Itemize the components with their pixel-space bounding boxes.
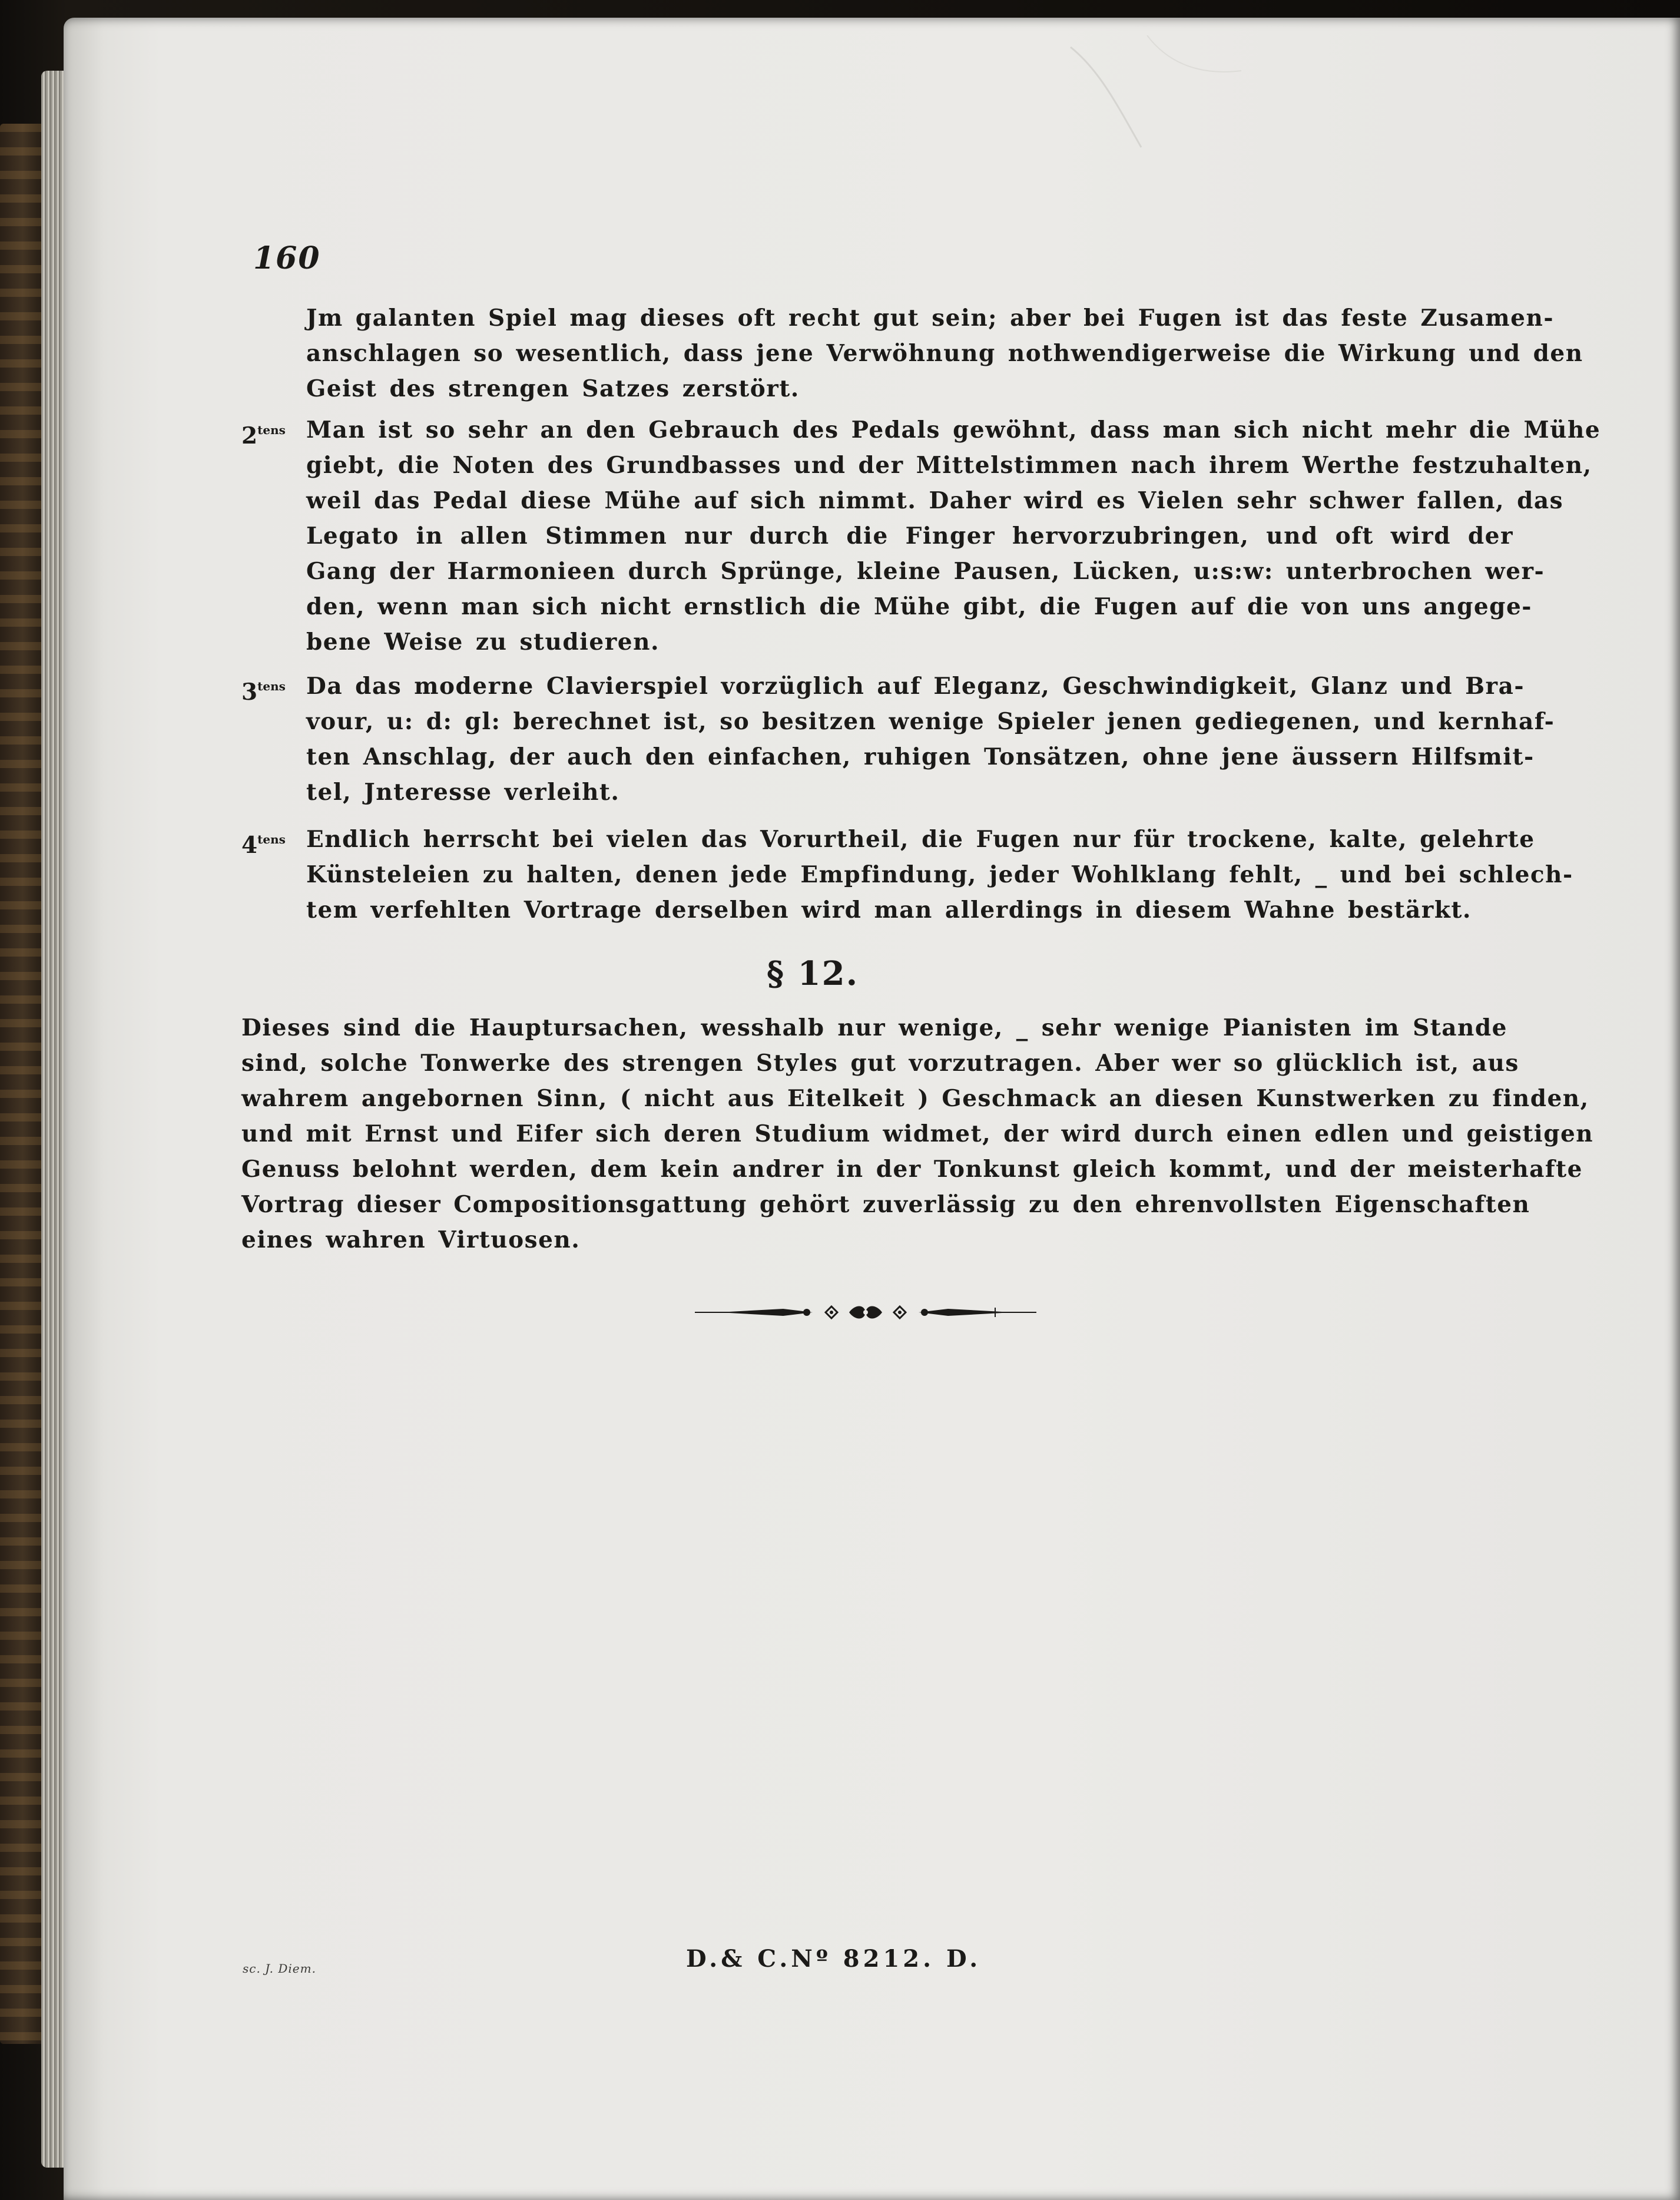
list-item: [241, 669, 1555, 810]
text-line: anschlagen so wesentlich, dass jene Verwöhnung nothwendigerweise die Wirkung und den: [306, 340, 1583, 367]
item-number: $2^{tens}$: [241, 422, 286, 449]
text-line: ten Anschlag, der auch den einfachen, ruhigen Tonsätzen, ohne jene äussern Hilfsmit-: [306, 743, 1535, 770]
text-line: und mit Ernst und Eifer sich deren Studium widmet, der wird durch einen edlen und geistigen: [241, 1120, 1594, 1147]
text-line: bene Weise zu studieren.: [306, 628, 660, 656]
list-item: [241, 822, 1573, 928]
text-line: Vortrag dieser Compositionsgattung gehört zuverlässig zu den ehrenvollsten Eigenschaften: [241, 1191, 1530, 1218]
text-line: giebt, die Noten des Grundbasses und der Mittelstimmen nach ihrem Werthe festzuhalten,: [306, 452, 1592, 479]
list-item: [241, 412, 1601, 660]
text-line: Jm galanten Spiel mag dieses oft recht gut sein; aber bei Fugen ist das feste Zusamen-: [306, 305, 1555, 332]
item-number: $3^{tens}$: [241, 679, 286, 706]
text-line: tel, Jnteresse verleiht.: [306, 779, 620, 806]
section-paragraph: [241, 1010, 1594, 1258]
text-line: vour, u: d: gl: berechnet ist, so besitzen wenige Spieler jenen gediegenen, und kernhaf-: [306, 708, 1555, 735]
text-line: Legato in allen Stimmen nur durch die Finger hervorzubringen, und oft wird der: [306, 522, 1513, 550]
text-line: Dieses sind die Hauptursachen, wesshalb nur wenige, _ sehr wenige Pianisten im Stande: [241, 1014, 1507, 1041]
continuation-paragraph: [241, 300, 1583, 406]
ornament-divider: [695, 1301, 1036, 1324]
item-number: $4^{tens}$: [241, 832, 286, 859]
text-line: wahrem angebornen Sinn, ( nicht aus Eitelkeit ) Geschmack an diesen Kunstwerken zu finden,: [241, 1085, 1589, 1112]
text-line: Geist des strengen Satzes zerstört.: [306, 375, 800, 402]
text-line: Endlich herrscht bei vielen das Vorurtheil, die Fugen nur für trockene, kalte, gelehrte: [306, 826, 1535, 853]
text-line: Da das moderne Clavierspiel vorzüglich auf Eleganz, Geschwindigkeit, Glanz und Bra-: [306, 673, 1525, 700]
section-heading: § 12.: [766, 954, 859, 993]
text-line: Gang der Harmonieen durch Sprünge, kleine Pausen, Lücken, u:s:w: unterbrochen wer-: [306, 558, 1545, 585]
plate-number: D.& C.Nº 8212. D.: [686, 1945, 982, 1973]
text-line: eines wahren Virtuosen.: [241, 1226, 581, 1253]
text-line: Man ist so sehr an den Gebrauch des Pedals gewöhnt, dass man sich nicht mehr die Mühe: [306, 416, 1601, 444]
text-line: weil das Pedal diese Mühe auf sich nimmt. Daher wird es Vielen sehr schwer fallen, das: [306, 487, 1564, 514]
text-line: Künsteleien zu halten, denen jede Empfindung, jeder Wohlklang fehlt, _ und bei schlech-: [306, 861, 1573, 888]
text-line: tem verfehlten Vortrage derselben wird man allerdings in diesem Wahne bestärkt.: [306, 896, 1472, 924]
text-line: den, wenn man sich nicht ernstlich die Mühe gibt, die Fugen auf die von uns angege-: [306, 593, 1532, 620]
text-line: Genuss belohnt werden, dem kein andrer in der Tonkunst gleich kommt, und der meisterhafte: [241, 1156, 1583, 1183]
engraver-credit: sc. J. Diem.: [243, 1961, 316, 1976]
text-line: sind, solche Tonwerke des strengen Styles gut vorzutragen. Aber wer so glücklich ist, aus: [241, 1050, 1519, 1077]
page-number: 160: [253, 240, 321, 276]
paper-crease: [1065, 35, 1359, 153]
